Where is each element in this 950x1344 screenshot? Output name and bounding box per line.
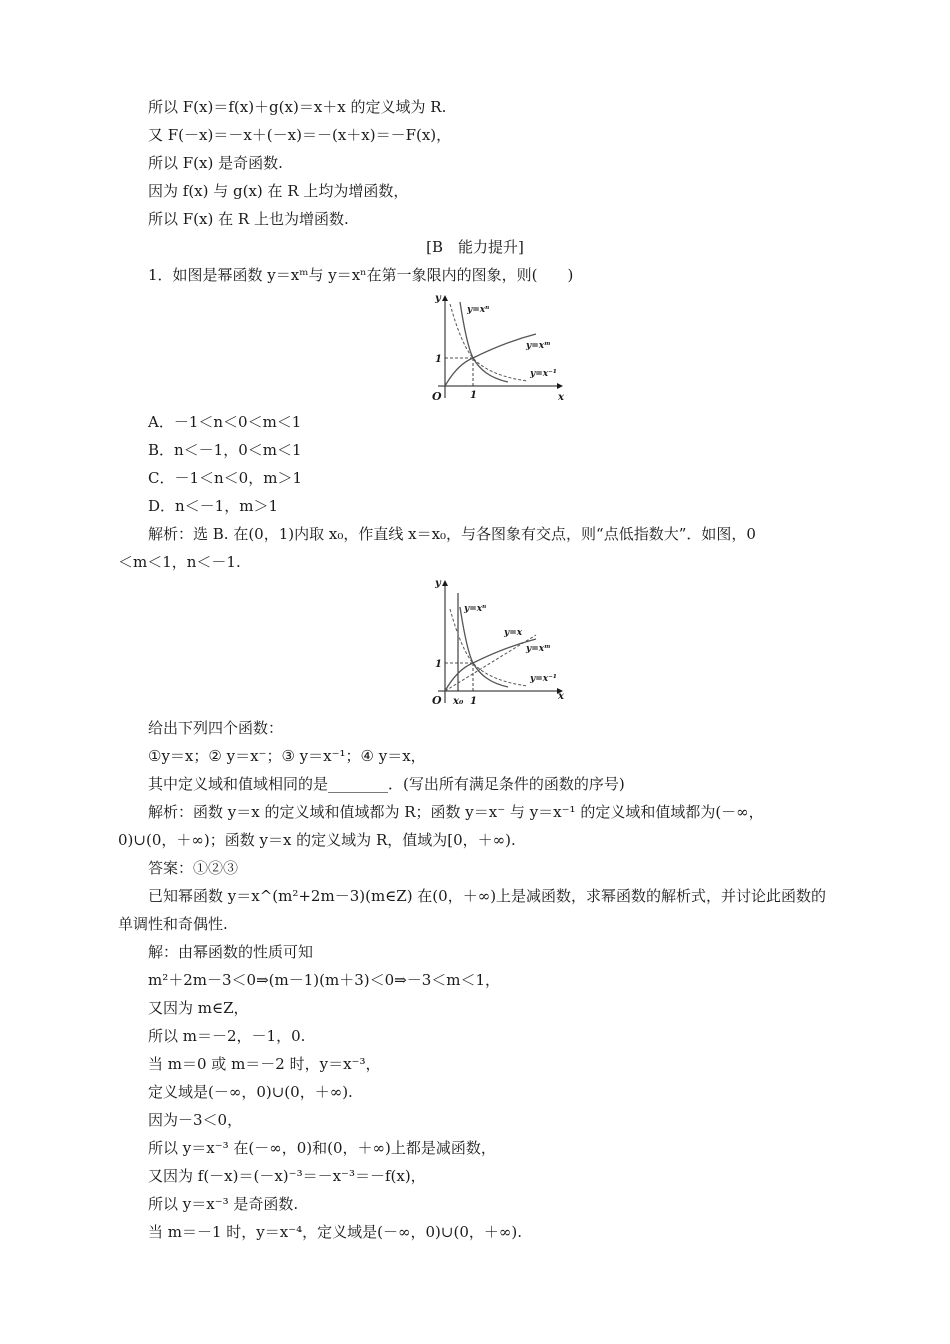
label-y-xm: y=xᵐ bbox=[526, 644, 551, 654]
curve-xm bbox=[445, 334, 536, 386]
label-y-x: y=x bbox=[504, 628, 523, 638]
origin-label: O bbox=[432, 694, 442, 707]
solution-line: 解析：函数 y＝x 的定义域和值域都为 R；函数 y＝x⁻ 与 y＝x⁻¹ 的定义域和值域都为(－∞， bbox=[148, 803, 764, 821]
solution-line: 又因为 f(－x)＝(－x)⁻³＝－x⁻³＝－f(x)， bbox=[148, 1167, 426, 1185]
text-line: 又 F(－x)＝－x＋(－x)＝－(x＋x)＝－F(x)， bbox=[148, 126, 452, 144]
tick-x0: x₀ bbox=[453, 696, 464, 707]
solution-line: 所以 y＝x⁻³ 在(－∞，0)和(0，＋∞)上都是减函数， bbox=[148, 1139, 496, 1157]
tick-x-1: 1 bbox=[470, 390, 477, 401]
text-line: 所以 F(x)＝f(x)＋g(x)＝x＋x 的定义域为 R. bbox=[148, 98, 447, 116]
question-3: 已知幂函数 y＝x^(m²+2m－3)(m∈Z) 在(0，＋∞)上是减函数，求幂函数的解析式，并讨论此函数的 bbox=[148, 887, 827, 905]
question-2-list: ①y＝x；② y＝x⁻；③ y＝x⁻¹；④ y＝x， bbox=[148, 747, 426, 765]
solution-line: 又因为 m∈Z， bbox=[148, 999, 249, 1017]
section-heading: [B 能力提升] bbox=[426, 238, 524, 256]
curve-xm bbox=[445, 639, 536, 691]
solution-line: 解析：选 B. 在(0，1)内取 x₀，作直线 x＝x₀，与各图象有交点，则“点低指数大”．如图，0 bbox=[148, 525, 756, 543]
question-1: 1．如图是幂函数 y＝xᵐ与 y＝xⁿ在第一象限内的图象，则( ) bbox=[148, 266, 574, 284]
label-y-xn: y=xⁿ bbox=[464, 604, 487, 614]
x-axis-label: x bbox=[558, 392, 564, 403]
solution-line: 定义域是(－∞，0)∪(0，＋∞). bbox=[148, 1083, 353, 1101]
label-y-x-inverse: y=x⁻¹ bbox=[530, 369, 557, 379]
tick-y-1: 1 bbox=[435, 354, 442, 365]
option-a: A．－1＜n＜0＜m＜1 bbox=[148, 413, 302, 431]
option-c: C．－1＜n＜0，m＞1 bbox=[148, 469, 302, 487]
x-axis-label: x bbox=[558, 691, 564, 702]
label-y-x-inverse: y=x⁻¹ bbox=[530, 674, 557, 684]
text-line: 所以 F(x) 是奇函数. bbox=[148, 154, 283, 172]
text-line: 因为 f(x) 与 g(x) 在 R 上均为增函数， bbox=[148, 182, 409, 200]
solution-line: ＜m＜1，n＜－1. bbox=[118, 553, 241, 571]
figure-1 bbox=[418, 288, 568, 404]
figure-2 bbox=[418, 573, 568, 709]
origin-label: O bbox=[432, 390, 442, 403]
solution-line: 因为－3＜0， bbox=[148, 1111, 243, 1129]
y-axis-label: y bbox=[435, 293, 441, 304]
question-2-ask: 其中定义域和值域相同的是________．(写出所有满足条件的函数的序号) bbox=[148, 775, 625, 793]
tick-x-1: 1 bbox=[470, 696, 477, 707]
solution-line: 当 m＝－1 时，y＝x⁻⁴，定义域是(－∞，0)∪(0，＋∞). bbox=[148, 1223, 522, 1241]
answer-line: 答案：①②③ bbox=[148, 859, 239, 877]
text-line: 所以 F(x) 在 R 上也为增函数. bbox=[148, 210, 349, 228]
label-y-xm: y=xᵐ bbox=[526, 341, 551, 351]
y-axis-label: y bbox=[435, 578, 441, 589]
solution-line: 当 m＝0 或 m＝－2 时，y＝x⁻³， bbox=[148, 1055, 381, 1073]
option-d: D．n＜－1，m＞1 bbox=[148, 497, 278, 515]
solution-line: 解：由幂函数的性质可知 bbox=[148, 943, 314, 961]
solution-line: 0)∪(0，＋∞)；函数 y＝x 的定义域为 R，值域为[0，＋∞). bbox=[118, 831, 516, 849]
label-y-xn: y=xⁿ bbox=[467, 305, 490, 315]
solution-line: 所以 m＝－2，－1，0. bbox=[148, 1027, 306, 1045]
tick-y-1: 1 bbox=[435, 659, 442, 670]
option-b: B．n＜－1，0＜m＜1 bbox=[148, 441, 302, 459]
curve-xn bbox=[460, 607, 508, 687]
solution-line: m²＋2m－3＜0⇒(m－1)(m＋3)＜0⇒－3＜m＜1， bbox=[148, 971, 501, 989]
question-2: 给出下列四个函数： bbox=[148, 719, 284, 737]
solution-line: 所以 y＝x⁻³ 是奇函数. bbox=[148, 1195, 299, 1213]
question-3: 单调性和奇偶性. bbox=[118, 915, 228, 933]
